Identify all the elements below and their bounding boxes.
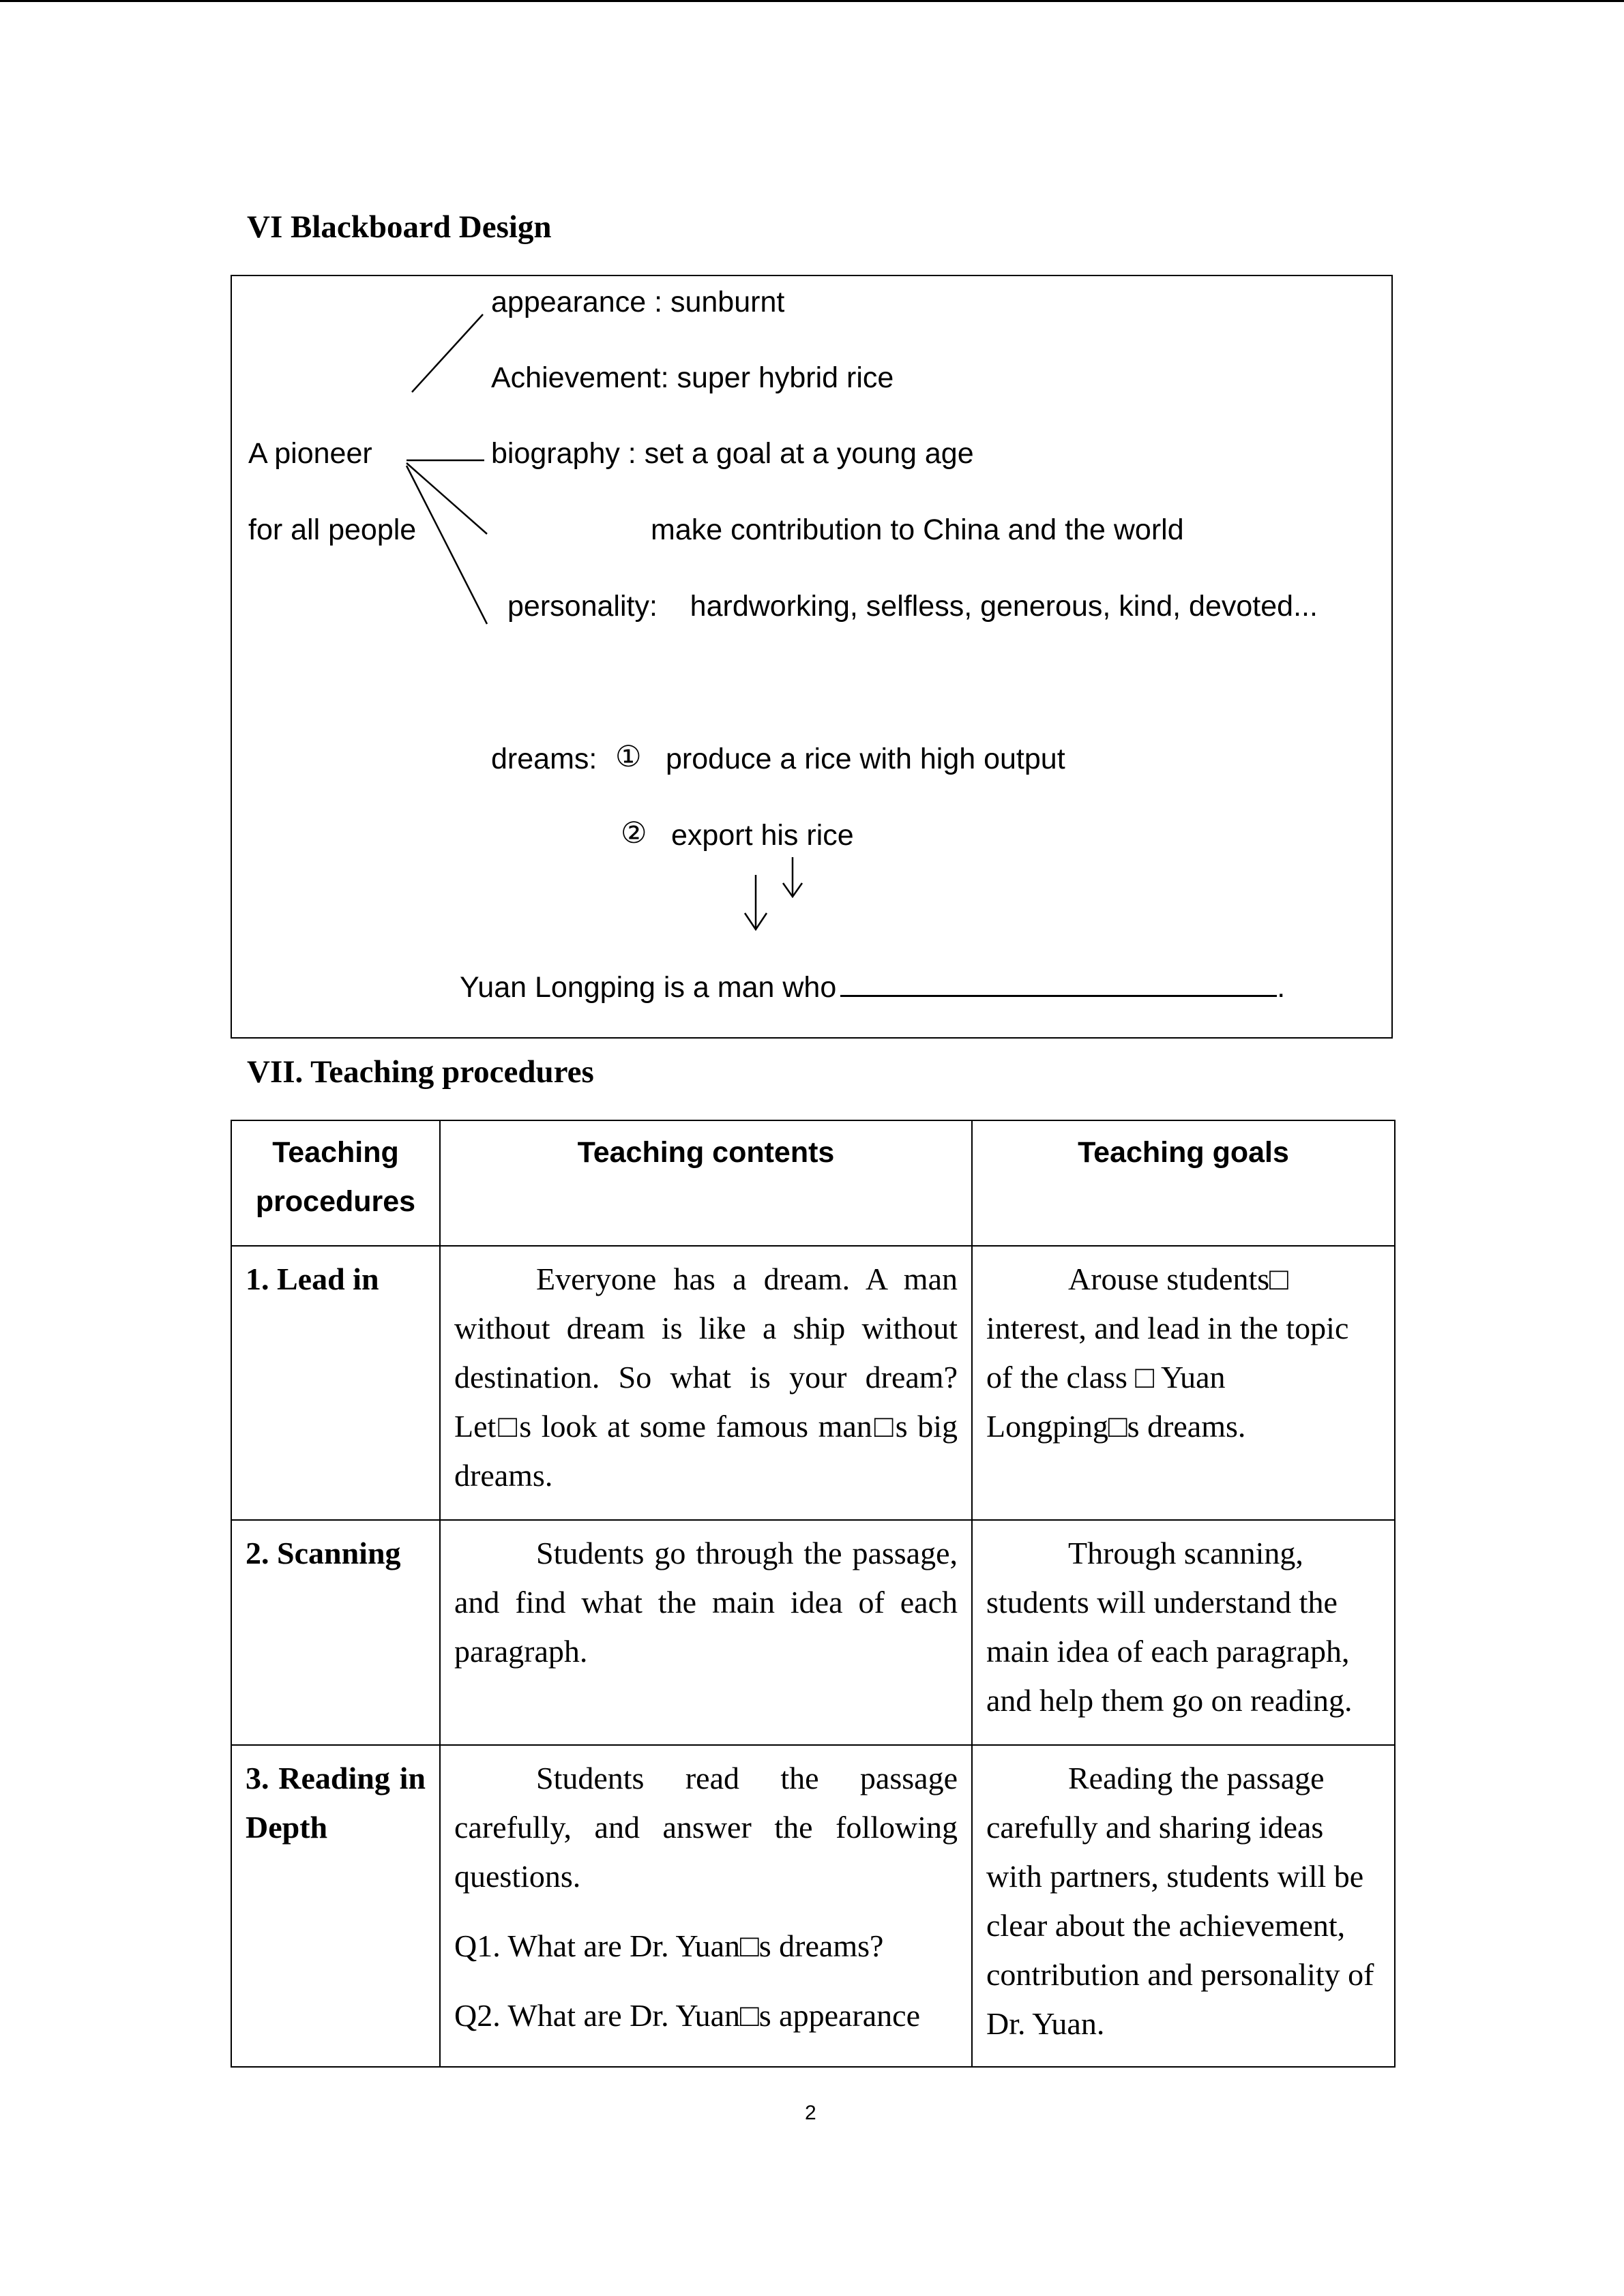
row-goals: Arouse students□ interest, and lead in the topic of the class □ Yuan Longping□s dreams. <box>972 1246 1395 1520</box>
bb-dream2-marker: ② <box>621 816 647 850</box>
bb-left-bottom: for all people <box>248 513 417 546</box>
blackboard-design-box <box>231 275 1393 1039</box>
table-header-row <box>231 1120 1395 1246</box>
page-top-border <box>0 0 1624 2</box>
line-to-personality <box>407 466 487 624</box>
row-contents-intro: Students read the passage carefully, and answer the following questions. <box>454 1761 958 1894</box>
teaching-procedures-table <box>231 1120 1396 2068</box>
bb-personality: personality: hardworking, selfless, generous, kind, devoted... <box>507 590 1318 623</box>
header-goals: Teaching goals <box>972 1120 1395 1246</box>
row-step: 3. Reading in Depth <box>231 1745 440 2067</box>
row-step: 2. Scanning <box>231 1520 440 1745</box>
bb-dreams-label: dreams: <box>491 743 597 775</box>
question-2: Q2. What are Dr. Yuan□s appearance <box>454 1998 920 2033</box>
table-row <box>231 1520 1395 1745</box>
bb-left-top: A pioneer <box>248 437 372 470</box>
question-1: Q1. What are Dr. Yuan□s dreams? <box>454 1928 884 1963</box>
bb-conclusion-text: Yuan Longping is a man who <box>460 971 837 1004</box>
row-step: 1. Lead in <box>231 1246 440 1520</box>
bb-dream1-marker: ① <box>615 740 642 774</box>
line-to-appearance <box>412 314 483 392</box>
fill-in-blank <box>840 970 1277 997</box>
arrow-down-left <box>745 875 767 929</box>
header-procedures: Teaching procedures <box>231 1120 440 1246</box>
row-contents: Everyone has a dream. A man without dream is like a ship without destination. So what is your dream? Let□s look at some famous man□s big dreams. <box>440 1246 972 1520</box>
arrow-down-right <box>783 857 802 897</box>
bb-conclusion-end: . <box>1277 971 1286 1004</box>
bb-contribution: make contribution to China and the world <box>651 513 1184 546</box>
bb-biography: biography : set a goal at a young age <box>491 437 974 470</box>
row-goals: Reading the passage carefully and sharing ideas with partners, students will be clear about the achievement, contribution and personality of Dr. Yuan. <box>972 1745 1395 2067</box>
header-contents: Teaching contents <box>440 1120 972 1246</box>
bb-dream2: export his rice <box>671 819 854 852</box>
page-number: 2 <box>805 2102 816 2124</box>
line-to-contribution <box>407 463 487 534</box>
table-row <box>231 1246 1395 1520</box>
section-7-heading: VII. Teaching procedures <box>247 1054 594 1090</box>
bb-appearance: appearance : sunburnt <box>491 286 785 318</box>
bb-conclusion <box>460 970 1285 1004</box>
bb-achievement: Achievement: super hybrid rice <box>491 361 894 394</box>
row-goals: Through scanning, students will understand the main idea of each paragraph, and help them go on reading. <box>972 1520 1395 1745</box>
table-row <box>231 1745 1395 2067</box>
bb-dream1: produce a rice with high output <box>666 743 1065 775</box>
section-6-heading: VI Blackboard Design <box>247 209 552 245</box>
row-contents <box>440 1745 972 2067</box>
row-contents: Students go through the passage, and find what the main idea of each paragraph. <box>440 1520 972 1745</box>
